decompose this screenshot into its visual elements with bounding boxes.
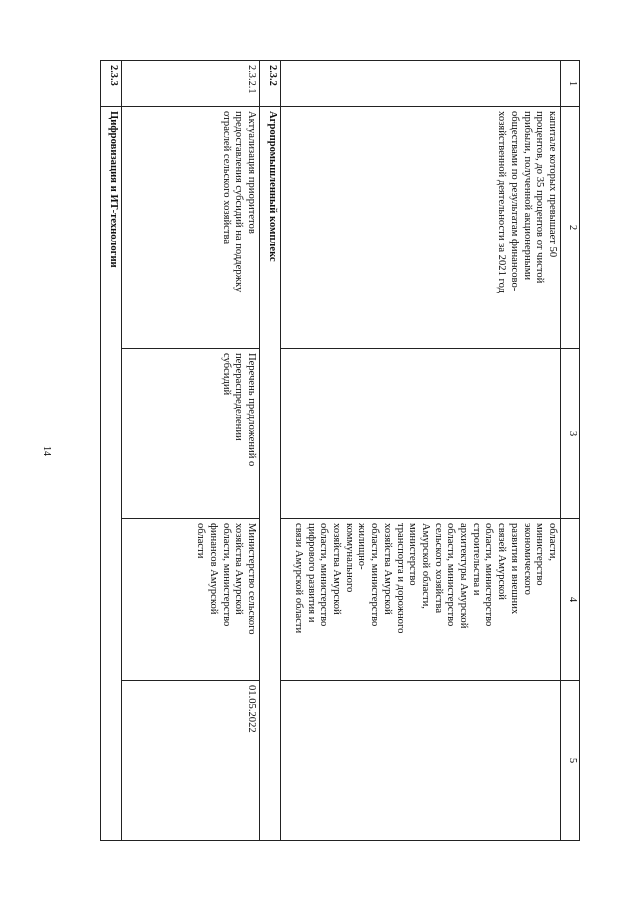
section-row-agro bbox=[260, 61, 281, 841]
item-2321-result: Перечень предложений о перераспределении субсидий bbox=[122, 349, 260, 519]
section-agro-number: 2.3.2 bbox=[260, 61, 281, 107]
section-it-number: 2.3.3 bbox=[101, 61, 122, 107]
table-header-row bbox=[561, 61, 580, 841]
continuation-result bbox=[281, 349, 561, 519]
measures-table bbox=[100, 60, 580, 841]
table-row-continuation bbox=[281, 61, 561, 841]
table-row-2321 bbox=[122, 61, 260, 841]
section-it-title: Цифровизация и ИТ-технологии bbox=[101, 107, 122, 841]
continuation-deadline bbox=[281, 681, 561, 841]
header-col-1: 1 bbox=[561, 61, 580, 107]
header-col-5: 5 bbox=[561, 681, 580, 841]
section-agro-title: Агропромышленный комплекс bbox=[260, 107, 281, 841]
continuation-responsible: области, министерство экономического развития и внешних связей Амурской области, министерство строительства и архитектуры Амурской области, министерство сельского хозяйства Амурской области, министерство транспорта и дорожного хозяйства Амурской области, министерство жилищно- коммунального хозяйства Амурской области, министерство цифрового развития и связи Амурской области bbox=[281, 519, 561, 681]
continuation-number bbox=[281, 61, 561, 107]
section-row-it bbox=[101, 61, 122, 841]
item-2321-deadline: 01.05.2022 bbox=[122, 681, 260, 841]
header-col-3: 3 bbox=[561, 349, 580, 519]
continuation-measure: капитале которых превышает 50 процентов, до 35 процентов от чистой прибыли, полученной акционерными обществами по результатам финансово- хозяйственной деятельности за 2021 год bbox=[281, 107, 561, 349]
item-2321-responsible: Министерство сельского хозяйства Амурской области, министерство финансов Амурской области bbox=[122, 519, 260, 681]
item-2321-measure: Актуализация приоритетов предоставления субсидий на поддержку отраслей сельского хозяйства bbox=[122, 107, 260, 349]
item-2321-number: 2.3.2.1 bbox=[122, 61, 260, 107]
header-col-4: 4 bbox=[561, 519, 580, 681]
rotated-table-container bbox=[100, 60, 580, 840]
header-col-2: 2 bbox=[561, 107, 580, 349]
page-number: 14 bbox=[41, 446, 52, 456]
